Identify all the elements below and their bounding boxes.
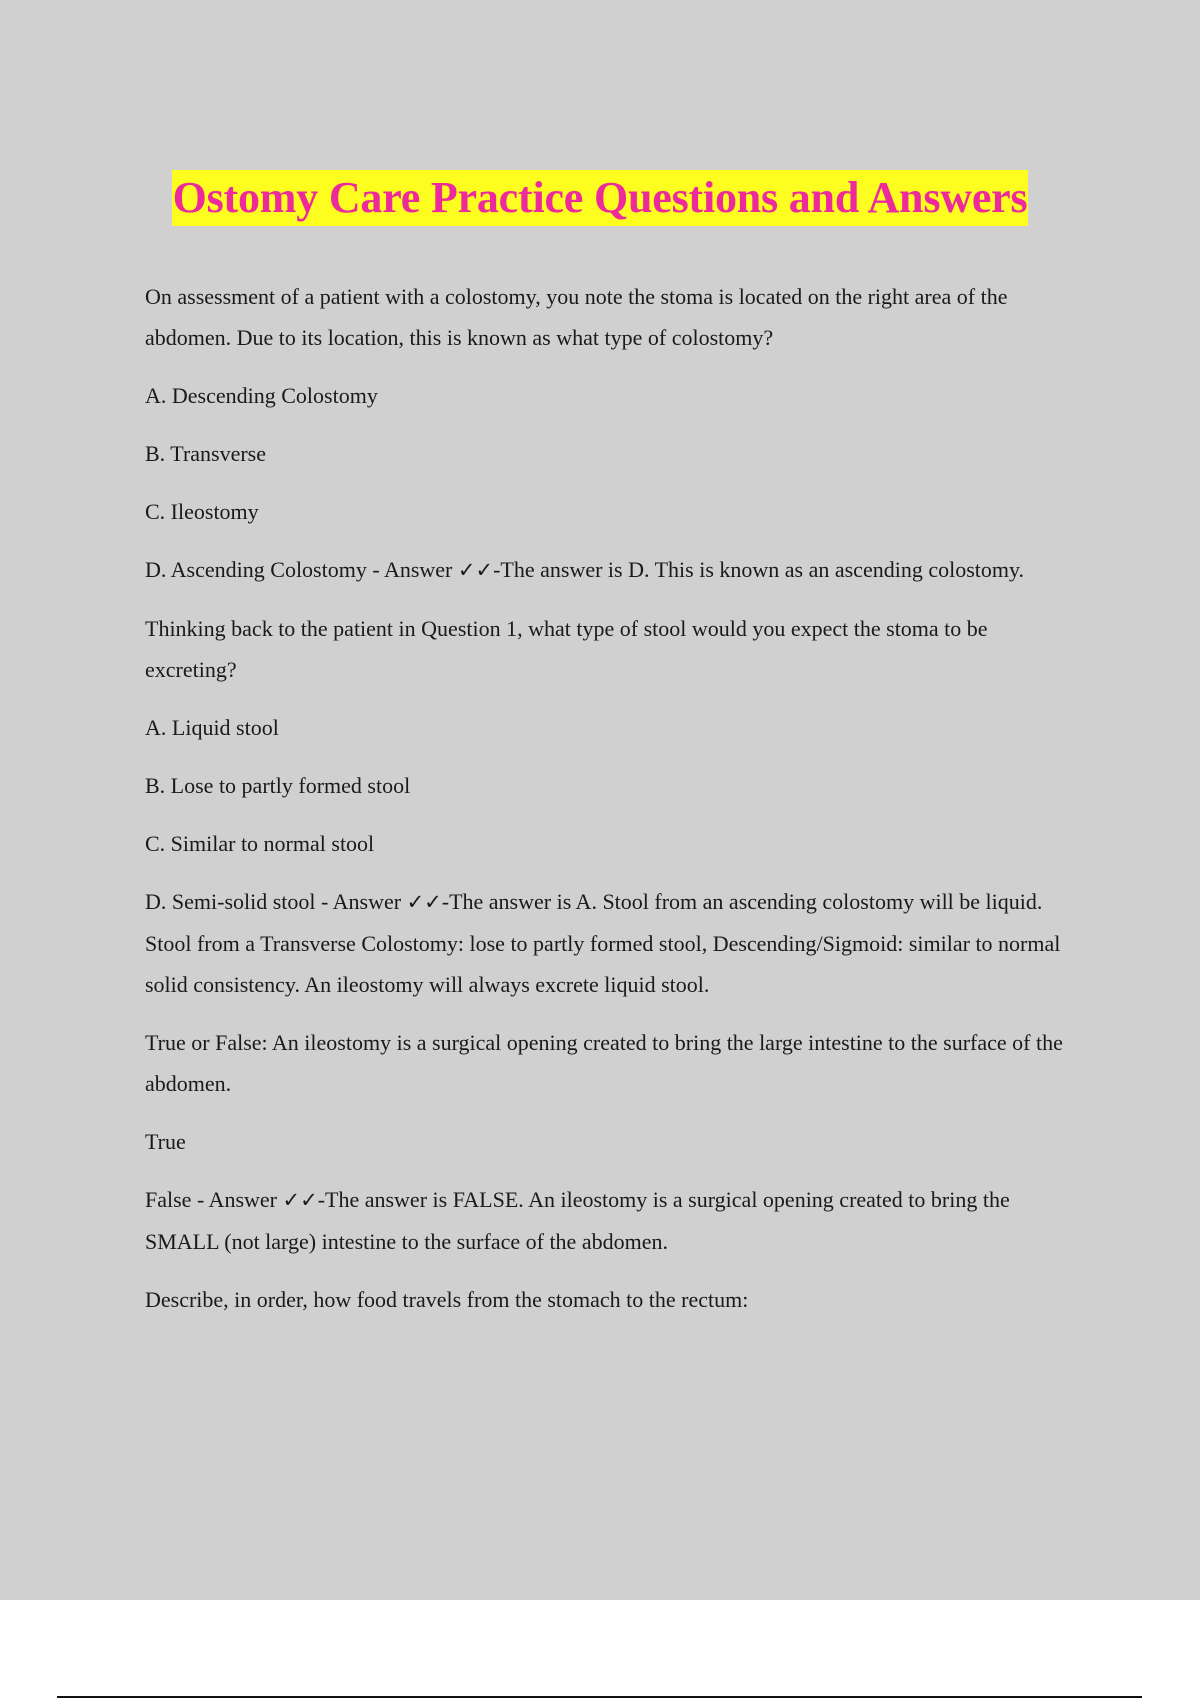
question-1-option-a: A. Descending Colostomy xyxy=(145,383,378,408)
question-2-option-a: A. Liquid stool xyxy=(145,715,279,740)
option-false-label: False - Answer xyxy=(145,1187,283,1212)
question-2-option-d-answer xyxy=(145,881,1075,1005)
document-title: Ostomy Care Practice Questions and Answers xyxy=(172,170,1029,226)
answer-explanation: -The answer is D. This is known as an ascending colostomy. xyxy=(493,557,1025,582)
question-1-option-b: B. Transverse xyxy=(145,441,267,466)
document-body xyxy=(145,276,1075,1337)
question-2-option-b: B. Lose to partly formed stool xyxy=(145,773,411,798)
question-1-option-c: C. Ileostomy xyxy=(145,499,259,524)
title-container xyxy=(0,170,1200,226)
question-3-option-true: True xyxy=(145,1129,186,1154)
answer-explanation: -The answer is FALSE. An ileostomy is a surgical opening created to bring the SMALL (not large) intestine to the surface of the abdomen. xyxy=(145,1187,1010,1254)
question-1-option-d-answer xyxy=(145,549,1075,591)
question-2-text: Thinking back to the patient in Question 1, what type of stool would you expect the stoma to be excreting? xyxy=(145,616,988,682)
answer-explanation: -The answer is A. Stool from an ascending colostomy will be liquid. Stool from a Transverse Colostomy: lose to partly formed stool, Descending/Sigmoid: similar to normal solid consistency. An ileostomy will always excrete liquid stool. xyxy=(145,889,1061,997)
question-1-text: On assessment of a patient with a colostomy, you note the stoma is located on the right area of the abdomen. Due to its location, this is known as what type of colostomy? xyxy=(145,284,1008,350)
question-3-option-false-answer xyxy=(145,1179,1075,1262)
question-2-option-c: C. Similar to normal stool xyxy=(145,831,375,856)
footer-divider xyxy=(57,1696,1142,1698)
option-d-label: D. Semi-solid stool - Answer xyxy=(145,889,407,914)
double-check-icon: ✓✓ xyxy=(282,1188,318,1212)
question-3-text: True or False: An ileostomy is a surgical opening created to bring the large intestine to the surface of the abdomen. xyxy=(145,1030,1063,1096)
double-check-icon: ✓✓ xyxy=(457,558,494,582)
question-4-text: Describe, in order, how food travels from the stomach to the rectum: xyxy=(145,1287,749,1312)
double-check-icon: ✓✓ xyxy=(406,890,442,914)
option-d-label: D. Ascending Colostomy - Answer xyxy=(145,557,458,582)
